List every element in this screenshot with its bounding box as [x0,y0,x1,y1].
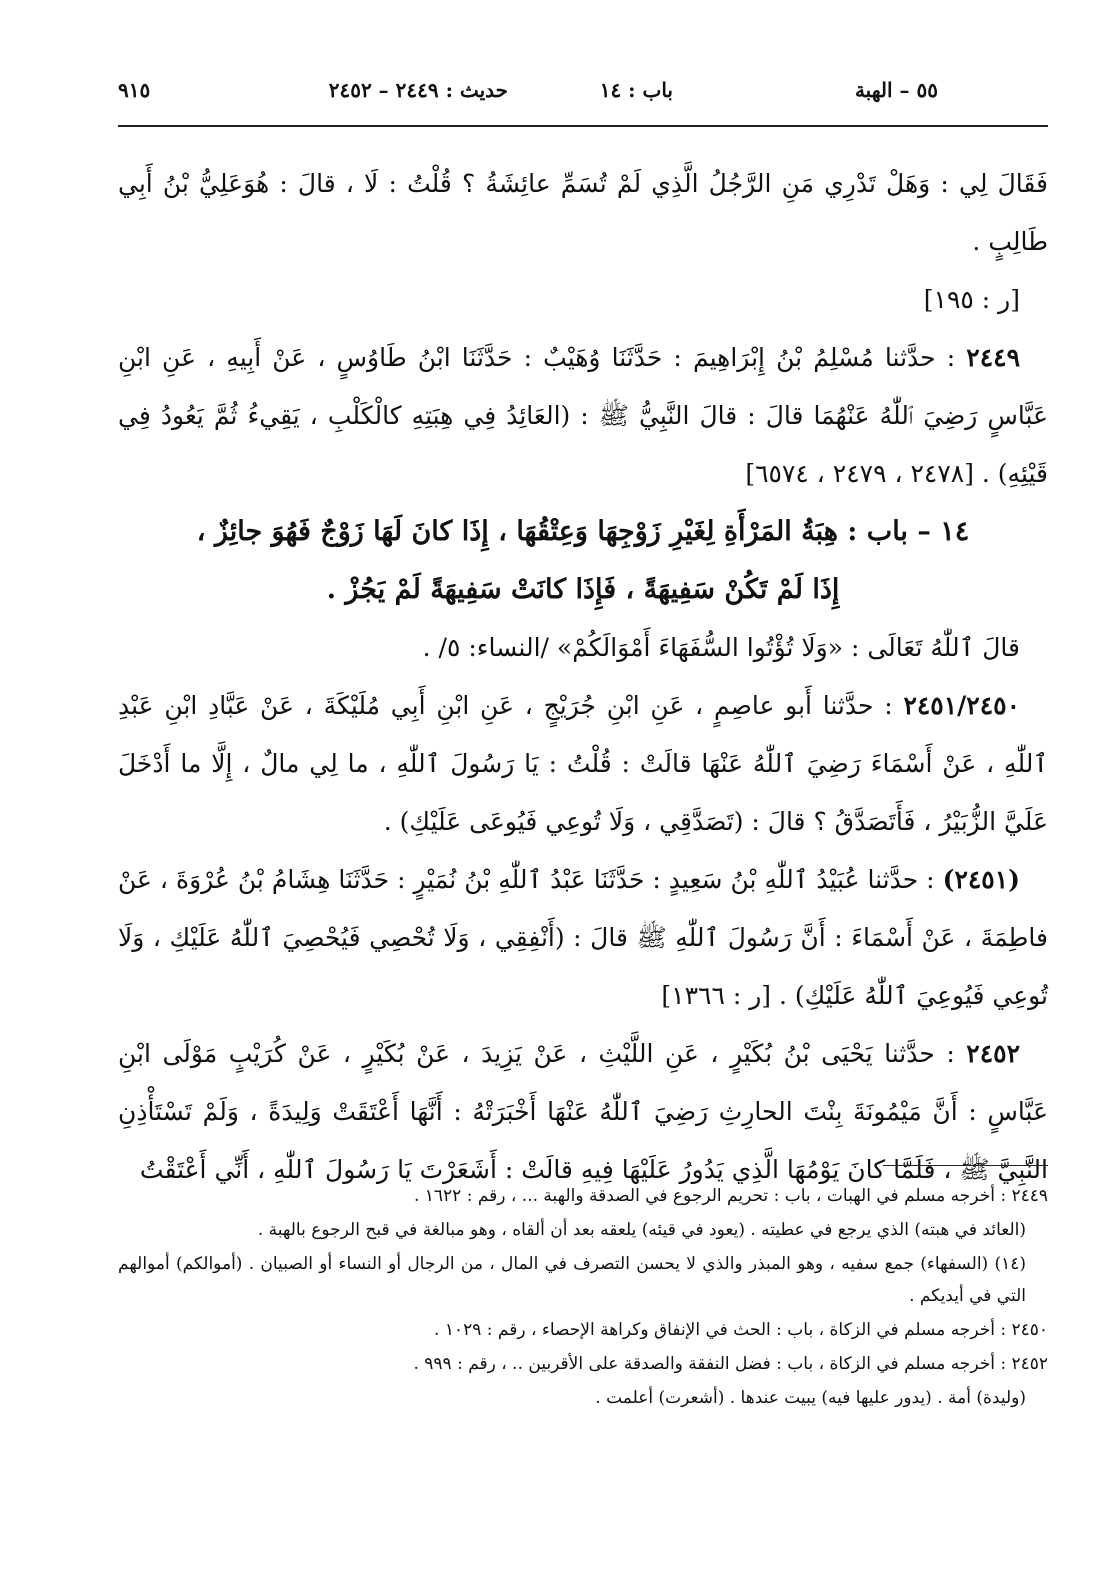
chapter-heading-line-2: إِذَا لَمْ تَكُنْ سَفِيهَةً ، فَإِذَا كانَتْ سَفِيهَةً لَمْ يَجُزْ . [326,574,840,605]
hadith-number: ٢٤٤٩ [966,343,1021,372]
hadith-number: ٢٤٥٢ [966,1039,1020,1068]
page-number: ٩١٥ [118,78,151,102]
cross-reference: [ر : ١٩٥] [923,285,1020,314]
footnote-2449: ٢٤٤٩ : أخرجه مسلم في الهبات ، باب : تحريم الرجوع في الصدقة والهبة ... ، رقم : ١٦٢٢ . [413,1186,1048,1206]
chapter-title: ٥٥ – الهبة [854,78,938,102]
book-page [118,0,1048,1588]
main-text [118,155,1048,1199]
footnote-bab-14: (١٤) (السفهاء) جمع سفيه ، وهو المبذر والذي لا يحسن التصرف في المال ، من الرجال أو النساء أو الصبيان . (أموالكم) أموالهم التي في أيديكم . [118,1254,1026,1306]
footnote-2450: ٢٤٥٠ : أخرجه مسلم في الزكاة ، باب : الحث في الإنفاق وكراهة الإحصاء ، رقم : ١٠٢٩ . [434,1320,1048,1340]
bab-number: باب : ١٤ [599,78,673,102]
header-divider [118,125,1048,127]
chapter-heading-line-1: ١٤ – باب : هِبَةُ المَرْأَةِ لِغَيْرِ زَوْجِهَا وَعِتْقُهَا ، إِذَا كانَ لَهَا زَوْجٌ فَهُوَ جائِزٌ ، [196,516,970,547]
footnote-gloss-2449: (العائد في هبته) الذي يرجع في عطيته . (يعود في قيئه) يلعقه بعد أن ألقاه ، وهو مبالغة في قبح الرجوع بالهبة . [257,1220,1026,1240]
hadith-text: : حدَّثنا مُسْلِمُ بْنُ إِبْرَاهِيمَ : حَدَّثَنَا وُهَيْبٌ : حَدَّثَنَا ابْنُ طَاوُسٍ ، عَنْ أَبِيهِ ، عَنِ ابْنِ عَبَّاسٍ رَضِيَ ٱللّٰهُ عَنْهُمَا قالَ : قالَ النَّبِيُّ ﷺ : (العَائِدُ فِي هِبَتِهِ كالْكَلْبِ ، يَقِيءُ ثُمَّ يَعُودُ فِي قَيْئِهِ) . [٢٤٧٨ ، ٢٤٧٩ ، ٦٥٧٤] [118,343,1048,488]
hadith-number: (٢٤٥١) [942,865,1021,894]
hadith-text: : حدَّثنا أَبو عاصِمٍ ، عَنِ ابْنِ جُرَيْجٍ ، عَنِ ابْنِ أَبِي مُلَيْكَةَ ، عَنْ عَبَّادِ ابْنِ عَبْدِ ٱللّٰهِ ، عَنْ أَسْمَاءَ رَضِيَ ٱللّٰهُ عَنْهَا قالَتْ : قُلْتُ : يَا رَسُولَ ٱللّٰهِ ، ما لِي مالٌ ، إِلَّا ما أَدْخَلَ عَلَيَّ الزُّبَيْرُ ، فَأَتَصَدَّقُ ؟ قالَ : (تَصَدَّقِي ، وَلَا تُوعِي فَيُوعَى عَلَيْكِ) . [118,691,1048,836]
paragraph-continuation: فَقَالَ لِي : وَهَلْ تَدْرِي مَنِ الرَّجُلُ الَّذِي لَمْ تُسَمِّ عائِشَةُ ؟ قُلْتُ : لَا ، قالَ : هُوَعَلِيُّ بْنُ أَبِي طَالِبٍ . [118,169,1048,256]
hadith-2451 [118,851,1048,1025]
hadith-2449 [118,329,1048,503]
hadith-text: : حدَّثنا عُبَيْدُ ٱللّٰهِ بْنُ سَعِيدٍ : حَدَّثَنَا عَبْدُ ٱللّٰهِ بْنُ نُمَيْرٍ : حَدَّثَنَا هِشَامُ بْنُ عُرْوَةَ ، عَنْ فاطِمَةَ ، عَنْ أَسْمَاءَ : أَنَّ رَسُولَ ٱللّٰهِ ﷺ قالَ : (أَنْفِقِي ، وَلَا تُحْصِي فَيُحْصِيَ ٱللّٰهُ عَلَيْكِ ، وَلَا تُوعِي فَيُوعِيَ ٱللّٰهُ عَلَيْكِ) . [ر : ١٣٦٦] [118,865,1048,1010]
footnotes [118,1180,1048,1416]
hadith-2452 [118,1025,1048,1199]
hadith-number: ٢٤٥١/٢٤٥٠ [903,691,1020,720]
footnote-gloss-2452: (وليدة) أمة . (يدور عليها فيه) يبيت عندها . (أشعرت) أعلمت . [595,1388,1026,1408]
quran-citation: قالَ ٱللّٰهُ تَعَالَى : «وَلَا تُؤْتُوا السُّفَهَاءَ أَمْوَالَكُمْ» /النساء: ٥/ . [422,633,1020,662]
footnote-2452: ٢٤٥٢ : أخرجه مسلم في الزكاة ، باب : فضل النفقة والصدقة على الأقربين .. ، رقم : ٩٩٩ . [413,1354,1048,1374]
footnote-divider [883,1165,1048,1166]
hadith-range: حديث : ٢٤٤٩ – ٢٤٥٢ [328,78,508,102]
running-header [118,78,1048,112]
hadith-text: : حدَّثنا يَحْيَى بْنُ بُكَيْرٍ ، عَنِ اللَّيْثِ ، عَنْ يَزِيدَ ، عَنْ بُكَيْرٍ ، عَنْ كُرَيْبٍ مَوْلَى ابْنِ عَبَّاسٍ : أَنَّ مَيْمُونَةَ بِنْتَ الحارِثِ رَضِيَ ٱللّٰهُ عَنْهَا أَخْبَرَتْهُ : أَنَّهَا أَعْتَقَتْ وَلِيدَةً ، وَلَمْ تَسْتَأْذِنِ النَّبِيَّ ﷺ ، فَلَمَّا كانَ يَوْمُهَا الَّذِي يَدُورُ عَلَيْهَا فِيهِ قالَتْ : أَشَعَرْتَ يَا رَسُولَ ٱللّٰهِ ، أَنِّي أَعْتَقْتُ [118,1039,1048,1184]
hadith-2450 [118,677,1048,851]
chapter-heading [118,503,1048,619]
